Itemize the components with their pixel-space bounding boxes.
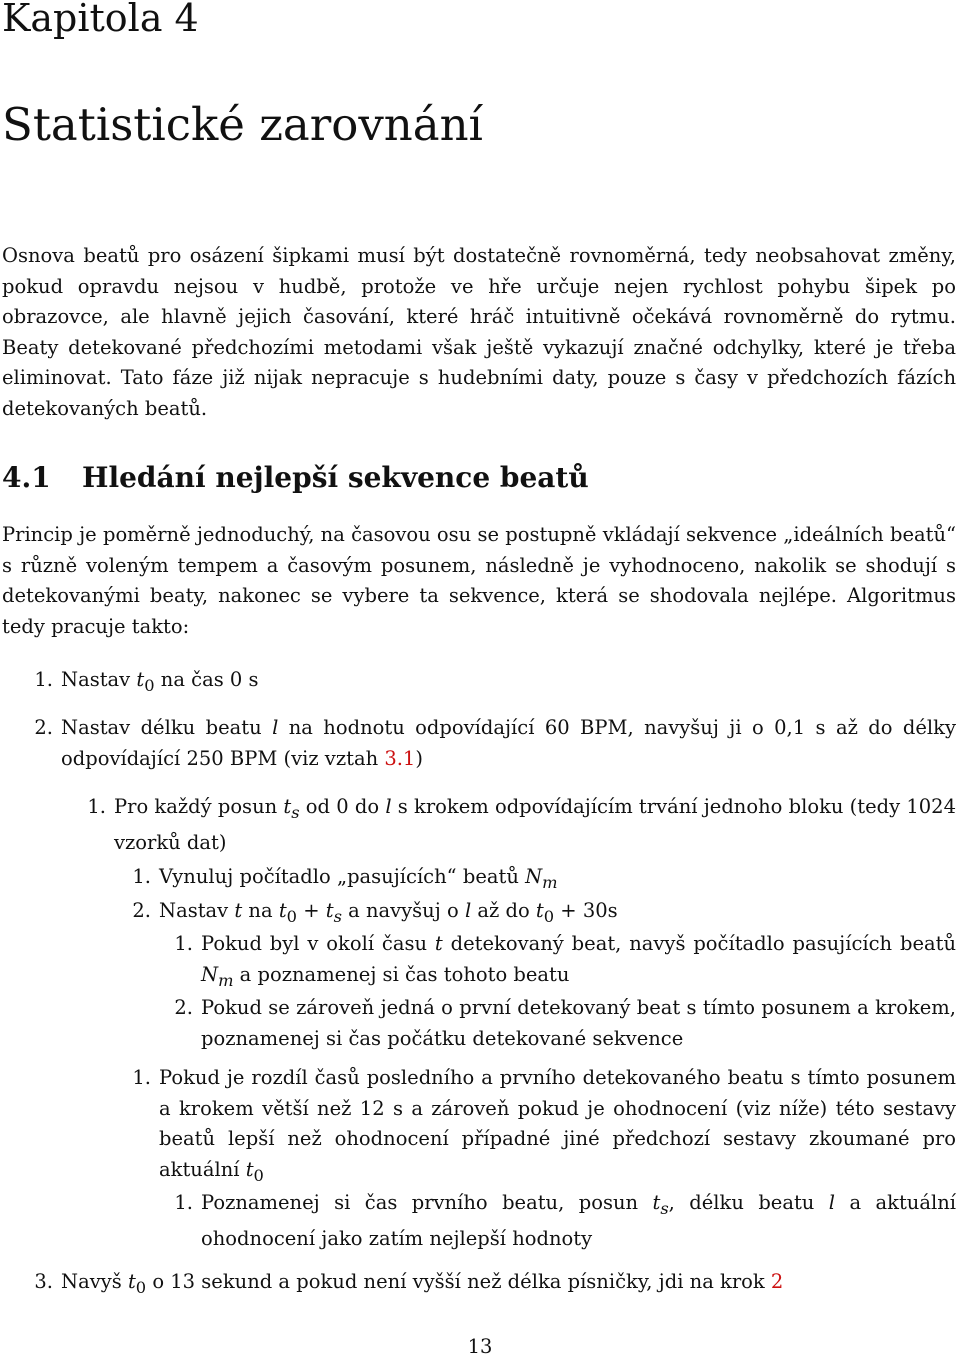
step-text: na hodnotu odpovídající 60 BPM, navyšuj ji o 0,1 s až do délky odpovídající 250 BPM (viz vztah [61,716,956,770]
step-text: Pokud se zároveň jedná o první detekovaný beat s tímto posunem a krokem, poznamenej si čas počátku detekované sekvence [201,996,956,1050]
step-text: na [242,899,279,922]
math-subscript: 0 [543,906,555,926]
step-text: Nastav [61,668,137,691]
step-text: a poznamenej si čas tohoto beatu [233,962,570,986]
step-text: Pro každý posun [114,795,284,818]
step-text: detekovaný beat, navyš počítadlo pasujících beatů [442,932,956,955]
list-marker: 2. [34,716,53,739]
algorithm-step-2 [34,713,956,774]
math-subscript: m [542,872,558,892]
algorithm-step-2-1-3-1 [174,1188,956,1255]
step-text: Pokud byl v okolí času [201,932,435,955]
algorithm-step-1 [34,665,956,701]
step-text: + 30s [554,899,618,922]
algorithm-step-2-1-2-1 [174,929,956,996]
step-reference-link[interactable]: 2 [770,1270,784,1293]
list-marker: 1. [174,932,193,955]
math-subscript: s [291,802,300,822]
algorithm-step-3 [34,1267,956,1303]
math-subscript: s [660,1198,669,1218]
math-variable: l [272,716,279,739]
section-title: Hledání nejlepší sekvence beatů [82,461,589,494]
step-text: ) [415,746,423,770]
math-variable: t [434,932,443,955]
math-variable: t [325,899,334,922]
page-number: 13 [467,1335,493,1358]
step-text: na čas 0 s [154,668,259,691]
step-text: Vynuluj počítadlo „pasujících“ beatů [159,865,526,888]
chapter-label: Kapitola 4 [2,0,199,40]
step-text: a navyšuj o [341,899,465,922]
algorithm-step-2-1-3 [132,1063,956,1191]
math-subscript: m [218,970,234,990]
section-heading [2,460,589,496]
step-text: od 0 do [299,795,386,818]
math-variable: l [385,795,392,818]
step-text: a aktuální ohodnocení jako zatím nejlepší hodnoty [201,1191,956,1251]
intro-paragraph: Osnova beatů pro osázení šipkami musí být dostatečně rovnoměrná, tedy neobsahovat změny, pokud opravdu nejsou v hudbě, protože ve hře určuje nejen rychlost pohybu šipek po obrazovce, ale hlavně jejich časování, které hráč intuitivně očekává rovnoměrně do rytmu. Beaty detekované předchozími metodami však ještě vykazují značné odchylky, které je třeba eliminovat. Tato fáze již nijak nepracuje s hudebními daty, pouze s časy v předchozích fázích detekovaných beatů. [2,244,956,420]
algorithm-step-2-1-2 [132,896,956,932]
list-marker: 1. [87,795,106,818]
step-text: Nastav [159,899,235,922]
math-variable: t [283,795,292,818]
chapter-title: Statistické zarovnání [2,98,483,151]
math-variable: t [245,1157,254,1181]
step-text: Navyš [61,1270,128,1293]
list-marker: 1. [132,865,151,888]
step-text: s krokem odpovídajícím trvání jednoho bloku (tedy 1024 vzorků dat) [114,795,956,855]
list-marker: 1. [34,668,53,691]
step-text: Nastav délku beatu [61,716,273,739]
list-marker: 1. [132,1066,151,1089]
step-text: Poznamenej si čas prvního beatu, posun [201,1191,653,1214]
algorithm-step-2-1-1 [132,862,956,898]
step-text: Pokud je rozdíl časů posledního a prvního detekovaného beatu s tímto posunem a krokem větší než 12 s a zároveň pokud je ohodnocení (viz níže) této sestavy beatů lepší než ohodnocení případné jiné předchozí sestavy zkoumané pro aktuální [159,1066,956,1181]
math-variable: t [652,1191,661,1214]
math-variable: t [136,668,145,691]
step-text: až do [471,899,536,922]
list-marker: 2. [132,899,151,922]
list-marker: 3. [34,1270,53,1293]
step-text: , délku beatu [668,1191,829,1214]
math-subscript: 0 [253,1165,264,1185]
step-text: o 13 sekund a pokud není vyšší než délka písničky, jdi na krok [146,1270,771,1293]
math-variable: l [828,1191,836,1214]
algorithm-step-2-1 [87,792,956,859]
section-paragraph: Princip je poměrně jednoduchý, na časovou osu se postupně vkládají sekvence „ideálních beatů“ s různě voleným tempem a časovým posunem, následně je vyhodnoceno, nakolik se shodují s detekovanými beaty, nakonec se vybere ta sekvence, která se shodovala nejlépe. Algoritmus tedy pracuje takto: [2,523,956,638]
math-variable: N [525,865,543,888]
math-variable: t [234,899,243,922]
math-variable: l [464,899,472,922]
math-subscript: 0 [286,906,297,926]
math-subscript: s [333,906,342,926]
list-marker: 2. [174,996,193,1019]
algorithm-step-2-1-2-2 [174,993,956,1054]
equation-reference-link[interactable]: 3.1 [384,746,416,770]
list-marker: 1. [174,1191,193,1214]
math-operator: + [297,899,326,922]
math-variable: t [535,899,544,922]
math-subscript: 0 [135,1277,147,1297]
math-variable: N [201,962,219,986]
math-subscript: 0 [144,675,155,695]
math-variable: t [278,899,287,922]
section-number: 4.1 [2,461,51,494]
math-variable: t [127,1270,136,1293]
